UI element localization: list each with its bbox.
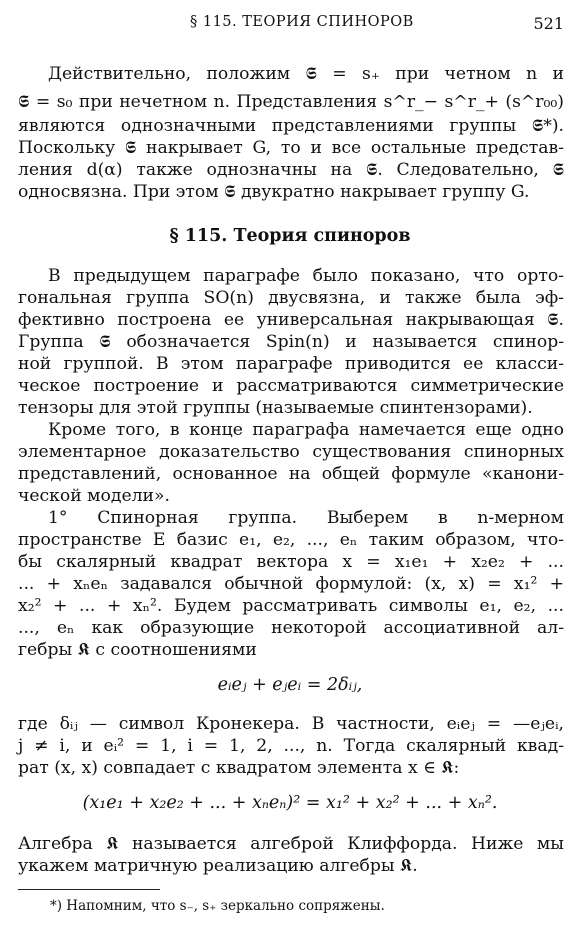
text-line: ления d(α) также однозначны на 𝕾. Следовательно, 𝕾 [18,160,564,180]
text-line: гональная группа SO(n) двусвязна, и также была эф- [18,288,564,308]
text-line: пространстве E базис e₁, e₂, ..., eₙ таким образом, что- [18,530,564,550]
text-line: В предыдущем параграфе было показано, что орто- [48,266,564,286]
text-line: ческое построение и рассматриваются симметрические [18,376,564,396]
text-line: элементарное доказательство существования спинорных [18,442,564,462]
text-line: ... + xₙeₙ задавался обычной формулой: (x, x) = x₁² + [18,574,564,594]
text-line: 1° Спинорная группа. Выберем в n-мерном [48,508,564,528]
running-head-title: § 115. ТЕОРИЯ СПИНОРОВ [190,14,414,30]
text-line: тензоры для этой группы (называемые спинтензорами). [18,398,533,418]
text-line: Группа 𝕾 обозначается Spin(n) и называется спинор- [18,332,564,352]
section-title: § 115. Теория спиноров [169,226,411,246]
text-line: односвязна. При этом 𝕾 двукратно накрывает группу G. [18,182,530,202]
text-line: где δᵢⱼ — символ Кронекера. В частности, eᵢeⱼ = —eⱼeᵢ, [18,714,564,734]
text-line: являются однозначными представлениями группы 𝕾*). [18,116,564,136]
text-line: 𝕾 = s₀ при нечетном n. Представления s^r_− s^r_+ (s^r₀₀) [18,92,564,112]
formula-square: (x₁e₁ + x₂e₂ + ... + xₙeₙ)² = x₁² + x₂² + ... + xₙ². [82,793,498,813]
text-line: рат (x, x) совпадает с квадратом элемента x ∈ 𝕶: [18,758,460,778]
text-line: ной группой. В этом параграфе приводится ее класси- [18,354,564,374]
formula-clifford-relation: eᵢeⱼ + eⱼeᵢ = 2δᵢⱼ, [217,675,363,695]
text-line: бы скалярный квадрат вектора x = x₁e₁ + x₂e₂ + ... [18,552,564,572]
footnote: *) Напомним, что s₋, s₊ зеркально сопряжены. [50,898,385,914]
page-number: 521 [533,14,564,33]
text-line: ..., eₙ как образующие некоторой ассоциативной ал- [18,618,564,638]
text-line: ческой модели». [18,486,170,506]
text-line: гебры 𝕶 с соотношениями [18,640,257,660]
text-line: представлений, основанное на общей формуле «канони- [18,464,564,484]
running-head [0,14,580,34]
text-line: Действительно, положим 𝕾 = s₊ при четном n и [48,64,564,84]
text-line: фективно построена ее универсальная накрывающая 𝕾. [18,310,564,330]
text-line: j ≠ i, и eᵢ² = 1, i = 1, 2, ..., n. Тогда скалярный квад- [18,736,564,756]
text-line: Алгебра 𝕶 называется алгеброй Клиффорда. Ниже мы [18,834,564,854]
text-line: укажем матричную реализацию алгебры 𝕶. [18,856,418,876]
text-line: Кроме того, в конце параграфа намечается еще одно [48,420,564,440]
footnote-rule [18,889,160,890]
text-line: x₂² + ... + xₙ². Будем рассматривать символы e₁, e₂, ... [18,596,564,616]
text-line: Поскольку 𝕾 накрывает G, то и все остальные представ- [18,138,564,158]
